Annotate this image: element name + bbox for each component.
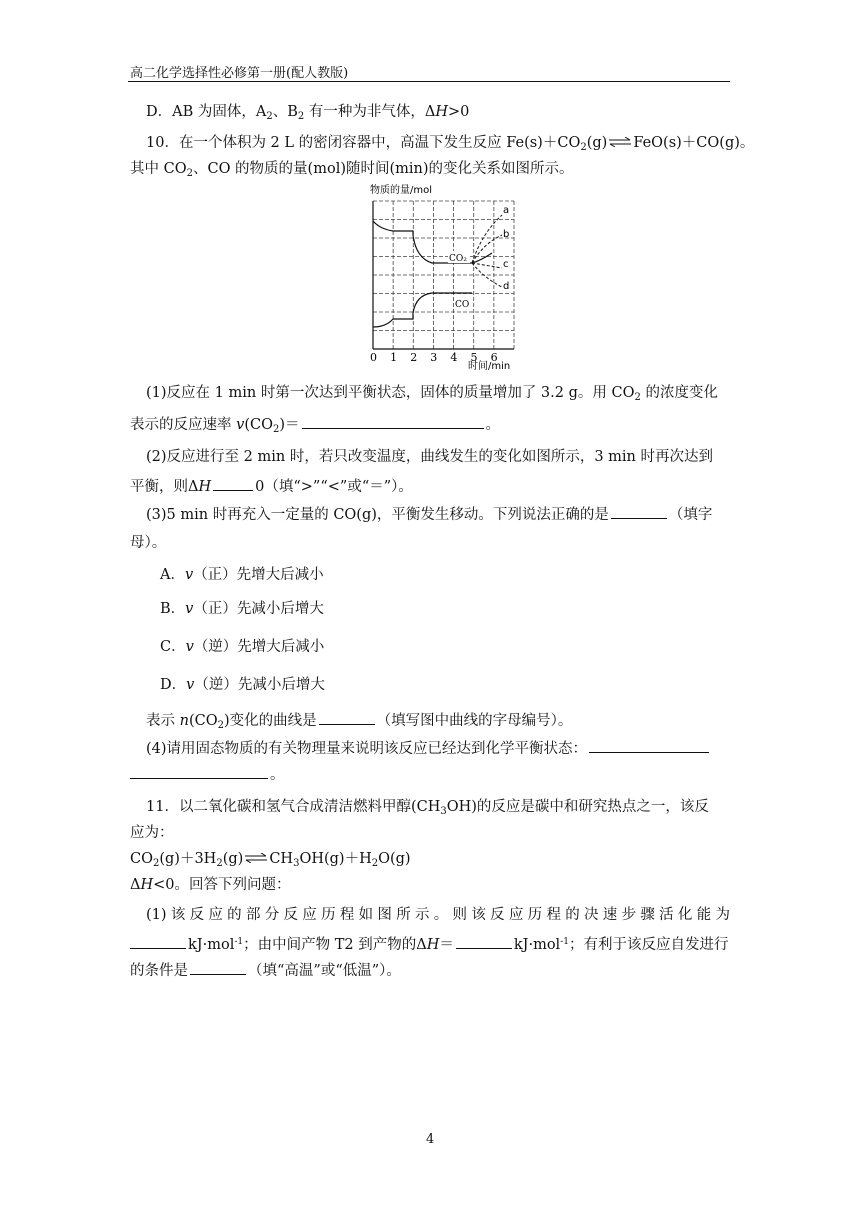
q11-part1-char: 图	[377, 907, 392, 923]
amount-vs-time-chart	[350, 183, 520, 373]
q11-dh-line: ΔH<0。回答下列问题：	[130, 877, 291, 893]
q11-part1-char: 该	[471, 907, 486, 923]
q11-part1-char: 则	[452, 907, 468, 923]
q11-part1-char: 历	[321, 907, 336, 923]
q10-stem-line-1: 10．在一个体积为 2 L 的密闭容器中，高温下发生反应 $Fe(s)+CO_2(g)$ FeO(s)＋CO(g)。	[146, 135, 755, 153]
q11-part1-char: 步	[621, 907, 637, 923]
equilibrium-arrow-icon	[243, 850, 269, 868]
answer-blank-condition[interactable]	[190, 960, 246, 975]
option-d-line: D．AB 为固体，$A_2$、$B_2$ 有一种为非气体，ΔH>0	[146, 104, 470, 122]
q11-part1-line-2: kJ·mol$^{-1}$；由中间产物 T2 到产物的ΔH＝ kJ·mol$^{-1}$；有利于该反应自发进行	[130, 934, 728, 954]
x-tick-label: 3	[430, 351, 438, 364]
q11-part1-line-3: 的条件是 （填“高温”或“低温”）。	[130, 960, 401, 980]
q11-stem-line-2: 应为：	[130, 825, 174, 841]
q11-stem-line-1: 11．以二氧化碳和氢气合成清洁燃料甲醇$(CH_3OH)$的反应是碳中和研究热点之一，该反	[146, 799, 709, 817]
q11-part1-char: 历	[527, 907, 543, 923]
x-tick-label: 6	[490, 351, 498, 364]
q10-part4-line-2: 。	[130, 764, 285, 784]
q11-part1-char: 。	[433, 907, 449, 923]
answer-blank-choice[interactable]	[611, 504, 667, 519]
answer-blank-curve[interactable]	[319, 710, 375, 725]
q11-part1-char: 活	[659, 907, 674, 923]
q11-part1-char: 部	[245, 907, 261, 923]
q10-part2-line-2: 平衡，则ΔH 0（填“>”“<”或“＝”）。	[130, 476, 413, 496]
q10-part3-line-2: 母）。	[130, 535, 167, 551]
q11-part1-char: 该	[170, 907, 186, 923]
q11-part1-char: 反	[189, 907, 205, 923]
x-tick-label: 1	[390, 351, 398, 364]
option-d: D．v（逆）先减小后增大	[160, 677, 325, 693]
q11-equation: $CO_2(g)+3H_2(g)$ $CH_3OH(g)+H_2O(g)$	[130, 851, 411, 869]
q10-part3-line-1: (3)5 min 时再充入一定量的 CO(g)，平衡发生移动。下列说法正确的是 （填字	[146, 504, 712, 524]
answer-blank-delta-h[interactable]	[456, 934, 512, 949]
q10-curve-line: 表示 $n(CO_2)$变化的曲线是 （填写图中曲线的字母编号）。	[146, 710, 572, 730]
q11-part1-char: 应	[302, 907, 317, 923]
curve-label-c: c	[503, 259, 509, 270]
header-title: 高二化学选择性必修第一册(配人教版)	[130, 66, 349, 81]
curve-c	[472, 263, 502, 268]
answer-blank-solid-1[interactable]	[589, 738, 709, 753]
q11-part1-char: 骤	[640, 907, 655, 923]
curve-b	[472, 235, 502, 263]
q11-part1-char: 如	[358, 907, 374, 923]
answer-blank-activation-energy[interactable]	[130, 934, 186, 949]
q10-stem-line-2: 其中 $CO_2$、CO 的物质的量(mol)随时间(min)的变化关系如图所示。	[130, 161, 574, 179]
q11-part1-char: 化	[677, 907, 693, 923]
q11-part1-char: 速	[602, 907, 618, 923]
x-tick-label: 0	[370, 351, 377, 364]
answer-blank-rate[interactable]	[302, 414, 484, 429]
q10-part2-line-1: (2)反应进行至 2 min 时，若只改变温度，曲线发生的变化如图所示，3 min 时再次达到	[146, 449, 713, 465]
q11-part1-char: 应	[208, 907, 223, 923]
co2-annotation: CO₂	[449, 254, 467, 264]
q11-part1-char: 程	[546, 907, 561, 923]
x-tick-label: 4	[450, 351, 458, 364]
q11-part1-char: 程	[339, 907, 355, 923]
equilibrium-arrow-icon	[607, 134, 633, 152]
q11-part1-char: 反	[490, 907, 505, 923]
page-number: 4	[426, 1132, 435, 1147]
q10-part1-line-1: (1)反应在 1 min 时第一次达到平衡状态，固体的质量增加了 3.2 g。用 $CO_2$ 的浓度变化	[146, 385, 718, 403]
q11-part1-char: 应	[508, 907, 524, 923]
q10-part1-line-2: 表示的反应速率 $v(CO_2)=$ 。	[130, 414, 500, 434]
q11-part1-char: 的	[565, 907, 580, 923]
q11-part1-char: 的	[227, 907, 242, 923]
q11-part1-char: 反	[283, 907, 299, 923]
chart-grid	[373, 201, 514, 349]
option-b: B．v（正）先减小后增大	[160, 601, 324, 617]
q11-part1-char: 决	[584, 907, 599, 923]
q11-part1-char: 为	[715, 907, 730, 923]
option-a: A．v（正）先增大后减小	[160, 567, 324, 583]
chart-ylabel: 物质的量/mol	[370, 185, 433, 196]
curve-label-d: d	[503, 281, 510, 292]
q11-part1-char: 示	[414, 907, 430, 923]
option-c: C．v（逆）先增大后减小	[160, 639, 325, 655]
curve-label-b: b	[503, 229, 510, 240]
header-rule	[128, 81, 730, 82]
q11-part1-char: 分	[264, 907, 280, 923]
answer-blank-dh-sign[interactable]	[213, 476, 253, 491]
co-annotation: CO	[455, 300, 470, 310]
q11-part1-char: (1)	[146, 907, 167, 923]
q11-part1-char: 所	[396, 907, 411, 923]
answer-blank-solid-2[interactable]	[130, 764, 268, 779]
curve-label-a: a	[503, 205, 510, 216]
x-tick-label: 5	[470, 351, 478, 364]
q11-part1-char: 能	[696, 907, 712, 923]
chart-xlabel: 时间/min	[468, 361, 511, 372]
q11-part1-line-1	[146, 906, 730, 924]
x-tick-label: 2	[410, 351, 418, 364]
q10-part4-line-1: (4)请用固态物质的有关物理量来说明该反应已经达到化学平衡状态：	[146, 738, 711, 758]
